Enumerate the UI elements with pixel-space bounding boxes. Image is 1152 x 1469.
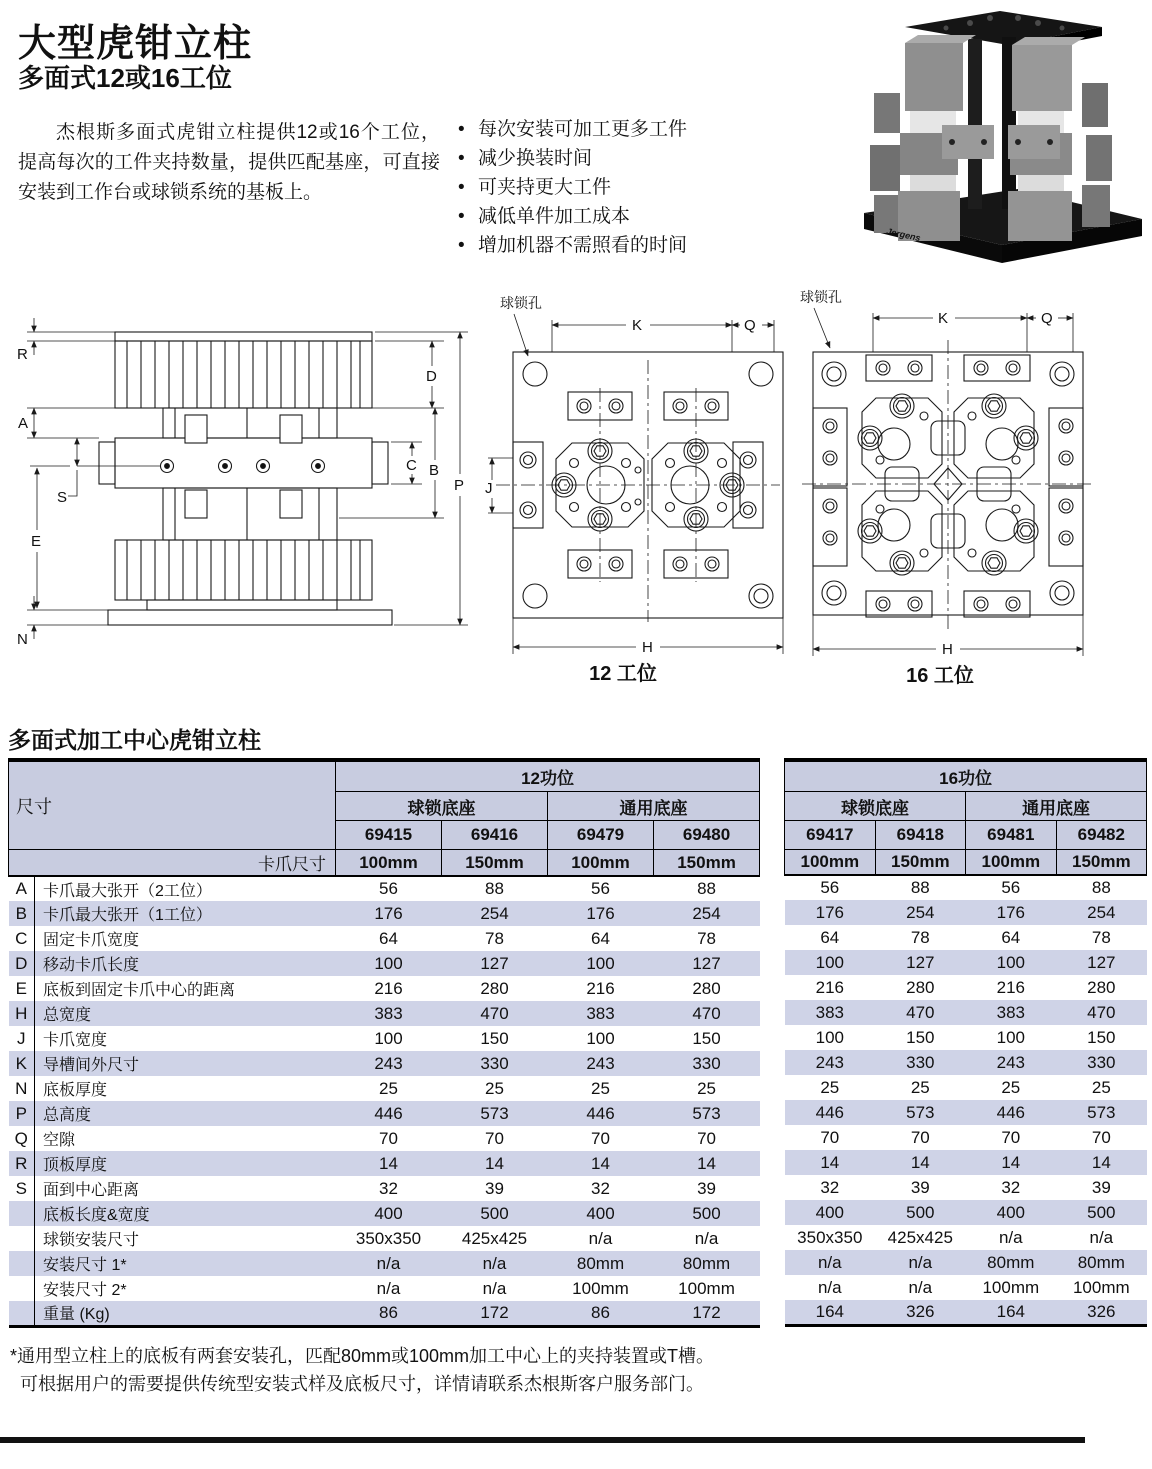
- caption-12: 12 工位: [589, 663, 657, 685]
- dim-label-K16: K: [938, 310, 949, 327]
- spec-value: 100mm: [982, 1277, 1040, 1297]
- spec-row: [785, 900, 1147, 925]
- spec-value: 100mm: [572, 1278, 629, 1298]
- spec-value: 176: [586, 903, 615, 923]
- spec-value: 64: [591, 928, 610, 948]
- spec-value: 400: [815, 1202, 844, 1222]
- intro-paragraph: 杰根斯多面式虎钳立柱提供12或16个工位，提高每次的工件夹持数量，提供匹配基座，可直接安装到工作台或球锁系统的基板上。: [18, 122, 440, 203]
- spec-value: 150: [1087, 1027, 1116, 1047]
- row-label: 顶板厚度: [43, 1157, 108, 1174]
- spec-value: 172: [692, 1302, 721, 1322]
- spec-value: 14: [910, 1152, 930, 1172]
- spec-value: 56: [591, 879, 610, 898]
- spec-value: 176: [374, 903, 403, 923]
- spec-value: 39: [485, 1178, 504, 1198]
- row-label: 空隙: [43, 1132, 76, 1149]
- dim-label-D: D: [426, 368, 437, 385]
- spec-value: 254: [692, 903, 721, 923]
- footnote-line: 可根据用户的需要提供传统型安装式样及底板尺寸，详情请联系杰根斯客户服务部门。: [20, 1374, 704, 1394]
- bullet-item: • 增加机器不需照看的时间: [458, 235, 688, 256]
- spec-row: [785, 1125, 1147, 1150]
- spec-value: 56: [820, 878, 840, 897]
- brand-label: Jergens: [885, 226, 922, 244]
- row-label: 面到中心距离: [43, 1182, 140, 1199]
- spec-row: [785, 1050, 1147, 1075]
- spec-value: 70: [485, 1128, 504, 1148]
- spec-value: 383: [996, 1002, 1025, 1022]
- spec-value: 100: [815, 1027, 844, 1047]
- spec-row: [9, 1001, 760, 1026]
- spec-row: [9, 926, 760, 951]
- spec-value: 573: [480, 1103, 509, 1123]
- model-number: 69479: [548, 821, 654, 850]
- spec-value: 383: [374, 1003, 403, 1023]
- spec-row: [785, 1000, 1147, 1025]
- page-title: 大型虎钳立柱: [18, 23, 253, 65]
- spec-value: 573: [906, 1102, 935, 1122]
- spec-value: 100: [374, 953, 403, 973]
- spec-value: 254: [480, 903, 509, 923]
- spec-value: 446: [815, 1102, 844, 1122]
- spec-value: 216: [815, 977, 844, 997]
- spec-value: 100: [815, 952, 844, 972]
- spec-value: 326: [906, 1301, 935, 1321]
- spec-value: 80mm: [576, 1253, 625, 1273]
- group-header-16: 16功位: [785, 760, 1147, 792]
- spec-value: 400: [586, 1203, 615, 1223]
- spec-value: 25: [697, 1078, 716, 1098]
- side-view-drawing: [12, 308, 477, 663]
- spec-value: 216: [586, 978, 615, 998]
- spec-value: n/a: [482, 1278, 507, 1298]
- row-key: S: [9, 1176, 35, 1201]
- bullet-icon: •: [458, 235, 465, 256]
- table-title: 多面式加工中心虎钳立柱: [8, 727, 261, 753]
- dim-label-J12: J: [485, 480, 493, 497]
- row-key: [9, 1226, 35, 1251]
- row-key: E: [9, 976, 35, 1001]
- spec-value: 350x350: [355, 1228, 422, 1248]
- spec-value: 470: [1087, 1002, 1116, 1022]
- spec-value: 14: [1091, 1152, 1111, 1172]
- row-key: Q: [9, 1126, 35, 1151]
- spec-value: 216: [996, 977, 1025, 997]
- spec-value: 150: [692, 1028, 721, 1048]
- spec-value: 64: [1001, 927, 1021, 947]
- model-number: 69481: [966, 821, 1057, 850]
- jaw-size: 150mm: [654, 850, 760, 877]
- spec-value: 176: [815, 902, 844, 922]
- dim-label-N: N: [17, 631, 28, 648]
- spec-value: 25: [591, 1078, 610, 1098]
- spec-value: 330: [906, 1052, 935, 1072]
- spec-value: n/a: [998, 1227, 1023, 1247]
- spec-value: 100: [586, 953, 615, 973]
- spec-value: 216: [374, 978, 403, 998]
- row-label: 底板厚度: [43, 1082, 108, 1099]
- model-number: 69416: [442, 821, 548, 850]
- spec-value: 25: [379, 1078, 398, 1098]
- spec-row: [9, 1076, 760, 1101]
- spec-value: 326: [1087, 1301, 1116, 1321]
- spec-value: 150: [906, 1027, 935, 1047]
- row-key: H: [9, 1001, 35, 1026]
- subgroup-balllock: 球锁底座: [785, 792, 966, 821]
- spec-value: 100mm: [678, 1278, 735, 1298]
- spec-row: [9, 1176, 760, 1201]
- spec-value: 127: [906, 952, 935, 972]
- row-label: 安装尺寸 2*: [43, 1282, 127, 1299]
- spec-value: 39: [910, 1177, 930, 1197]
- top-view-12-drawing: [478, 292, 798, 687]
- spec-value: 280: [692, 978, 721, 998]
- spec-value: 280: [906, 977, 935, 997]
- spec-row: [785, 950, 1147, 975]
- spec-value: 446: [996, 1102, 1025, 1122]
- spec-value: 25: [910, 1077, 930, 1097]
- dim-label-S: S: [57, 489, 68, 506]
- spec-value: 425x425: [887, 1227, 953, 1247]
- footnote-line: *通用型立柱上的底板有两套安装孔，匹配80mm或100mm加工中心上的夹持装置或T槽。: [10, 1346, 715, 1366]
- spec-value: 86: [379, 1302, 398, 1322]
- spec-value: 25: [1001, 1077, 1021, 1097]
- spec-value: n/a: [482, 1253, 507, 1273]
- spec-table-12: [8, 758, 760, 1328]
- spec-value: 127: [480, 953, 509, 973]
- bullet-item: • 可夹持更大工件: [458, 177, 612, 198]
- spec-value: 500: [480, 1203, 509, 1223]
- dim-label-B: B: [429, 462, 440, 479]
- spec-value: 78: [485, 928, 504, 948]
- spec-value: 330: [1087, 1052, 1116, 1072]
- product-photo: [850, 5, 1150, 275]
- row-key: D: [9, 951, 35, 976]
- dim-header: 尺寸: [9, 760, 336, 850]
- spec-row: [785, 1300, 1147, 1325]
- spec-row: [785, 1175, 1147, 1200]
- spec-value: 39: [697, 1178, 716, 1198]
- spec-value: 100: [996, 952, 1025, 972]
- subgroup-universal: 通用底座: [548, 792, 760, 821]
- spec-row: [9, 1026, 760, 1051]
- dim-label-Q12: Q: [744, 317, 756, 334]
- row-key: N: [9, 1076, 35, 1101]
- row-key: [9, 1251, 35, 1276]
- spec-row: [785, 1200, 1147, 1225]
- spec-value: 32: [379, 1178, 398, 1198]
- row-label: 固定卡爪宽度: [43, 932, 140, 949]
- spec-value: n/a: [694, 1228, 719, 1248]
- spec-row: [785, 1100, 1147, 1125]
- spec-value: n/a: [376, 1278, 401, 1298]
- spec-value: 470: [480, 1003, 509, 1023]
- row-key: R: [9, 1151, 35, 1176]
- spec-value: 88: [697, 879, 716, 898]
- spec-row: [9, 951, 760, 976]
- spec-value: 425x425: [461, 1228, 528, 1248]
- row-key: A: [9, 876, 35, 901]
- spec-value: 25: [820, 1077, 840, 1097]
- spec-value: 80mm: [1077, 1252, 1125, 1272]
- subgroup-balllock: 球锁底座: [336, 792, 548, 821]
- spec-value: 70: [591, 1128, 610, 1148]
- model-number: 69417: [785, 821, 876, 850]
- spec-row: [9, 1126, 760, 1151]
- jaw-size: 100mm: [548, 850, 654, 877]
- spec-row: [785, 875, 1147, 900]
- spec-row: [785, 925, 1147, 950]
- bullet-icon: •: [458, 177, 465, 198]
- spec-value: 14: [485, 1153, 504, 1173]
- spec-value: 243: [374, 1053, 403, 1073]
- jaw-size-label: 卡爪尺寸: [9, 850, 336, 877]
- spec-value: 70: [1001, 1127, 1021, 1147]
- spec-value: 383: [815, 1002, 844, 1022]
- model-number: 69482: [1056, 821, 1147, 850]
- spec-row: [9, 1251, 760, 1276]
- spec-value: 64: [379, 928, 398, 948]
- spec-value: 14: [591, 1153, 610, 1173]
- spec-row: [785, 1225, 1147, 1250]
- spec-value: 32: [591, 1178, 610, 1198]
- row-key: K: [9, 1051, 35, 1076]
- caption-16: 16 工位: [906, 665, 974, 687]
- spec-row: [9, 1276, 760, 1301]
- row-label: 卡爪宽度: [43, 1032, 108, 1049]
- bullet-item: • 减少换装时间: [458, 148, 593, 169]
- spec-value: 500: [906, 1202, 935, 1222]
- spec-value: n/a: [376, 1253, 401, 1273]
- spec-value: 86: [591, 1302, 610, 1322]
- spec-value: 243: [815, 1052, 844, 1072]
- spec-value: 500: [692, 1203, 721, 1223]
- dim-label-C: C: [406, 457, 417, 474]
- dim-label-R: R: [17, 346, 28, 363]
- spec-value: n/a: [588, 1228, 613, 1248]
- spec-row: [785, 1075, 1147, 1100]
- spec-value: 400: [374, 1203, 403, 1223]
- spec-value: n/a: [817, 1277, 842, 1297]
- spec-value: 446: [586, 1103, 615, 1123]
- bullet-icon: •: [458, 206, 465, 227]
- spec-row: [785, 1275, 1147, 1300]
- row-key: [9, 1276, 35, 1301]
- group-header-12: 12功位: [336, 760, 760, 792]
- jaw-size: 100mm: [966, 850, 1057, 876]
- spec-value: 172: [480, 1302, 509, 1322]
- spec-row: [9, 876, 760, 901]
- spec-value: 70: [820, 1127, 840, 1147]
- spec-value: 70: [1091, 1127, 1111, 1147]
- spec-value: n/a: [908, 1277, 933, 1297]
- dim-label-E: E: [31, 533, 42, 550]
- spec-row: [9, 1301, 760, 1326]
- row-label: 底板长度&宽度: [43, 1207, 150, 1224]
- jaw-size: 150mm: [875, 850, 966, 876]
- spec-value: 330: [480, 1053, 509, 1073]
- spec-value: 78: [910, 927, 930, 947]
- spec-row: [785, 1250, 1147, 1275]
- spec-value: 254: [906, 902, 935, 922]
- spec-value: 70: [379, 1128, 398, 1148]
- model-number: 69480: [654, 821, 760, 850]
- spec-value: 100mm: [1072, 1277, 1130, 1297]
- spec-value: 400: [996, 1202, 1025, 1222]
- spec-value: 350x350: [797, 1227, 863, 1247]
- spec-row: [9, 1226, 760, 1251]
- row-key: [9, 1301, 35, 1326]
- page-subtitle: 多面式12或16工位: [18, 63, 232, 93]
- bullet-icon: •: [458, 148, 465, 169]
- dim-label-H16: H: [942, 641, 953, 658]
- subgroup-universal: 通用底座: [966, 792, 1147, 821]
- model-number: 69418: [875, 821, 966, 850]
- row-label: 导槽间外尺寸: [43, 1057, 140, 1074]
- row-label: 安装尺寸 1*: [43, 1257, 127, 1274]
- spec-row: [9, 1101, 760, 1126]
- row-label: 移动卡爪长度: [43, 957, 140, 974]
- ball-lock-hole-label: 球锁孔: [500, 295, 542, 311]
- spec-value: 243: [996, 1052, 1025, 1072]
- spec-value: 14: [820, 1152, 840, 1172]
- spec-value: 330: [692, 1053, 721, 1073]
- spec-value: 56: [379, 879, 398, 898]
- page-bottom-rule: [0, 1437, 1085, 1443]
- jaw-size: 100mm: [785, 850, 876, 876]
- jaw-size: 100mm: [336, 850, 442, 877]
- spec-value: 100: [374, 1028, 403, 1048]
- spec-row: [9, 976, 760, 1001]
- spec-value: 78: [697, 928, 716, 948]
- spec-value: 383: [586, 1003, 615, 1023]
- spec-value: n/a: [1089, 1227, 1114, 1247]
- row-label: 卡爪最大张开（1工位）: [43, 907, 212, 924]
- spec-value: 573: [692, 1103, 721, 1123]
- bullet-icon: •: [458, 119, 465, 140]
- top-view-16-drawing: [790, 288, 1150, 688]
- spec-value: 127: [1087, 952, 1116, 972]
- spec-value: n/a: [908, 1252, 933, 1272]
- row-label: 底板到固定卡爪中心的距离: [43, 982, 236, 999]
- spec-value: 500: [1087, 1202, 1116, 1222]
- spec-row: [9, 1201, 760, 1226]
- row-label: 重量 (Kg): [43, 1306, 110, 1324]
- spec-value: 14: [1001, 1152, 1021, 1172]
- spec-value: 25: [1091, 1077, 1111, 1097]
- spec-value: 80mm: [682, 1253, 731, 1273]
- dim-label-Q16: Q: [1041, 310, 1053, 327]
- spec-value: 88: [485, 879, 504, 898]
- spec-row: [785, 975, 1147, 1000]
- spec-value: 100: [586, 1028, 615, 1048]
- ball-lock-hole-label: 球锁孔: [800, 289, 842, 305]
- spec-value: 176: [996, 902, 1025, 922]
- bullet-item: • 每次安装可加工更多工件: [458, 119, 688, 140]
- spec-value: n/a: [817, 1252, 842, 1272]
- spec-value: 32: [1001, 1177, 1021, 1197]
- spec-row: [9, 1151, 760, 1176]
- spec-row: [9, 1051, 760, 1076]
- spec-value: 470: [692, 1003, 721, 1023]
- spec-tables: [8, 758, 1147, 1328]
- dim-label-K12: K: [632, 317, 643, 334]
- spec-value: 280: [480, 978, 509, 998]
- spec-value: 39: [1091, 1177, 1111, 1197]
- spec-row: [9, 901, 760, 926]
- jaw-size: 150mm: [442, 850, 548, 877]
- spec-value: 70: [910, 1127, 930, 1147]
- bullet-item: • 减低单件加工成本: [458, 206, 631, 227]
- feature-bullets: [458, 120, 687, 265]
- spec-value: 88: [910, 878, 930, 897]
- dim-label-A: A: [18, 415, 29, 432]
- spec-value: 88: [1091, 878, 1111, 897]
- row-label: 球锁安装尺寸: [43, 1232, 140, 1249]
- spec-value: 80mm: [987, 1252, 1035, 1272]
- row-key: C: [9, 926, 35, 951]
- spec-value: 150: [480, 1028, 509, 1048]
- model-number: 69415: [336, 821, 442, 850]
- spec-value: 470: [906, 1002, 935, 1022]
- spec-value: 446: [374, 1103, 403, 1123]
- row-label: 总高度: [43, 1107, 92, 1124]
- row-key: P: [9, 1101, 35, 1126]
- spec-value: 14: [697, 1153, 716, 1173]
- spec-value: 25: [485, 1078, 504, 1098]
- spec-table-16: [784, 758, 1147, 1327]
- row-key: B: [9, 901, 35, 926]
- spec-value: 164: [996, 1301, 1025, 1321]
- spec-value: 127: [692, 953, 721, 973]
- spec-value: 254: [1087, 902, 1116, 922]
- spec-value: 64: [820, 927, 840, 947]
- row-key: J: [9, 1026, 35, 1051]
- row-label: 总宽度: [43, 1007, 92, 1024]
- spec-value: 32: [820, 1177, 840, 1197]
- jaw-size: 150mm: [1056, 850, 1147, 876]
- row-label: 卡爪最大张开（2工位）: [43, 882, 212, 900]
- row-key: [9, 1201, 35, 1226]
- dim-label-H12: H: [642, 639, 653, 656]
- spec-value: 573: [1087, 1102, 1116, 1122]
- spec-value: 280: [1087, 977, 1116, 997]
- spec-value: 164: [815, 1301, 844, 1321]
- footnotes: [10, 1342, 1120, 1398]
- dim-label-P: P: [454, 477, 465, 494]
- spec-row: [785, 1025, 1147, 1050]
- spec-row: [785, 1150, 1147, 1175]
- spec-value: 56: [1001, 878, 1021, 897]
- spec-value: 78: [1091, 927, 1111, 947]
- spec-value: 14: [379, 1153, 398, 1173]
- spec-value: 70: [697, 1128, 716, 1148]
- spec-value: 243: [586, 1053, 615, 1073]
- spec-value: 100: [996, 1027, 1025, 1047]
